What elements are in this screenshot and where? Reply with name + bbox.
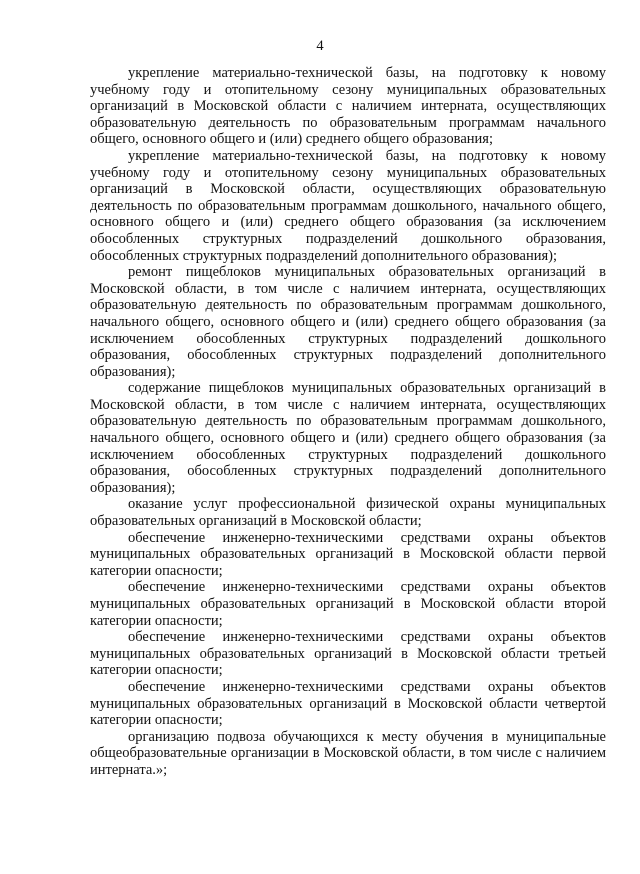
paragraph: укрепление материально-технической базы, на подготовку к новому учебному году и отопительному сезону муниципальных образовательных организаций в Московской области с наличием интерната, осуществляющих образовательную деятельность по образовательным программам начального общего, основного общего и (или) среднего общего образования;	[90, 65, 606, 148]
paragraph: оказание услуг профессиональной физической охраны муниципальных образовательных организаций в Московской области;	[90, 496, 606, 530]
paragraph: ремонт пищеблоков муниципальных образовательных организаций в Московской области, в том числе с наличием интерната, осуществляющих образовательную деятельность по образовательным программам дошкольного, начального общего, основного общего и (или) среднего общего образования (за исключением обособленных структурных подразделений дошкольного образования, обособленных структурных подразделений дополнительного образования);	[90, 264, 606, 380]
paragraph: обеспечение инженерно-техническими средствами охраны объектов муниципальных образовательных организаций в Московской области второй категории опасности;	[90, 579, 606, 629]
paragraph: обеспечение инженерно-техническими средствами охраны объектов муниципальных образовательных организаций в Московской области четвертой категории опасности;	[90, 678, 606, 729]
paragraph: обеспечение инженерно-техническими средствами охраны объектов муниципальных образовательных организаций в Московской области третьей категории опасности;	[90, 629, 606, 679]
page-number: 4	[316, 38, 324, 54]
paragraph: организацию подвоза обучающихся к месту обучения в муниципальные общеобразовательные организации в Московской области, в том числе с наличием интерната.»;	[90, 728, 606, 778]
paragraph: содержание пищеблоков муниципальных образовательных организаций в Московской области, в том числе с наличием интерната, осуществляющих образовательную деятельность по образовательным программам дошкольного, начального общего, основного общего и (или) среднего общего образования (за исключением обособленных структурных подразделений дошкольного образования, обособленных структурных подразделений дополнительного образования);	[90, 380, 606, 496]
paragraph: укрепление материально-технической базы, на подготовку к новому учебному году и отопительному сезону муниципальных образовательных организаций в Московской области, осуществляющих образовательную деятельность по образовательным программам дошкольного, начального общего, основного общего и (или) среднего общего образования (за исключением обособленных структурных подразделений дошкольного образования, обособленных структурных подразделений дополнительного образования);	[90, 147, 606, 264]
document-body	[90, 65, 606, 779]
paragraph: обеспечение инженерно-техническими средствами охраны объектов муниципальных образовательных организаций в Московской области первой категории опасности;	[90, 529, 606, 579]
